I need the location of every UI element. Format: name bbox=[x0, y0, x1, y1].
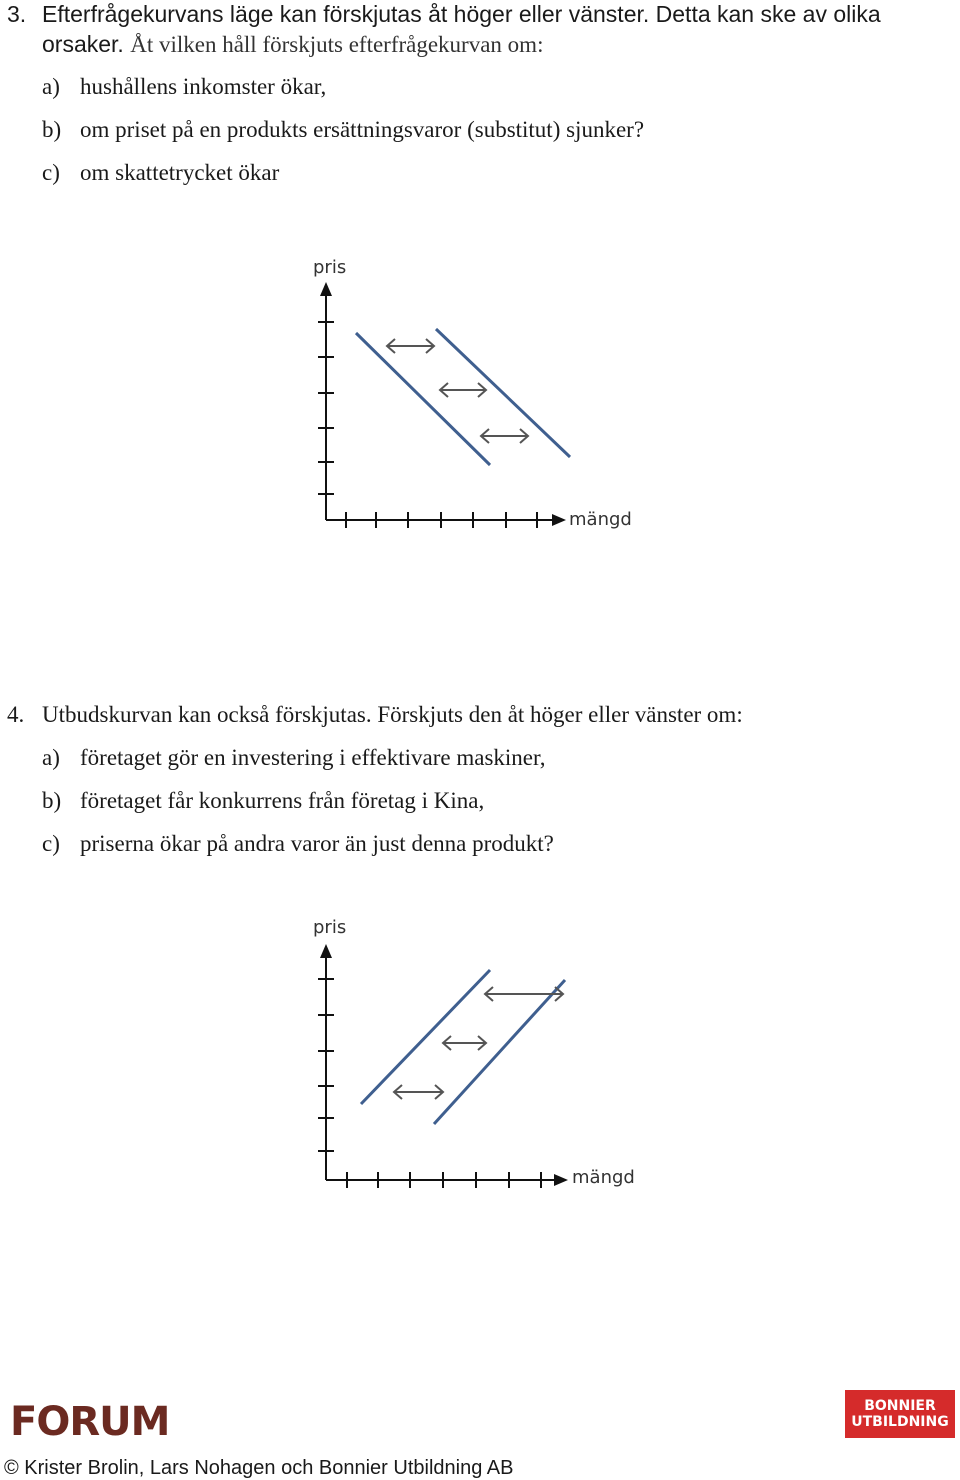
q3-intro-line2: orsaker. Åt vilken håll förskjuts efterfrågekurvan om: bbox=[42, 31, 544, 57]
double-arrow-icon bbox=[485, 987, 563, 1001]
demand-curve-2 bbox=[436, 329, 570, 457]
double-arrow-icon bbox=[443, 1036, 486, 1050]
x-axis-arrowhead bbox=[552, 514, 566, 526]
y-axis-arrowhead bbox=[320, 282, 332, 296]
x-axis-label: mängd bbox=[572, 1167, 635, 1188]
copyright-footer: © Krister Brolin, Lars Nohagen och Bonnier Utbildning AB bbox=[4, 1457, 514, 1479]
double-arrow-icon bbox=[440, 383, 486, 397]
supply-curve-2 bbox=[434, 980, 565, 1124]
demand-shift-diagram bbox=[0, 250, 960, 550]
y-axis-label: pris bbox=[313, 257, 347, 278]
q3-number: 3. bbox=[7, 1, 27, 27]
y-axis-arrowhead bbox=[320, 944, 332, 958]
forum-logo: FORUM bbox=[10, 1399, 170, 1445]
supply-shift-diagram bbox=[0, 910, 960, 1210]
y-axis-label: pris bbox=[313, 917, 347, 938]
q4-number: 4. bbox=[7, 702, 25, 727]
demand-curve-1 bbox=[356, 333, 490, 465]
shift-arrows bbox=[387, 339, 528, 443]
double-arrow-icon bbox=[481, 429, 528, 443]
bonnier-utbildning-logo: BONNIER UTBILDNING bbox=[845, 1390, 955, 1438]
x-axis-arrowhead bbox=[554, 1174, 568, 1186]
double-arrow-icon bbox=[387, 339, 434, 353]
x-axis-label: mängd bbox=[569, 509, 632, 530]
double-arrow-icon bbox=[394, 1085, 443, 1099]
